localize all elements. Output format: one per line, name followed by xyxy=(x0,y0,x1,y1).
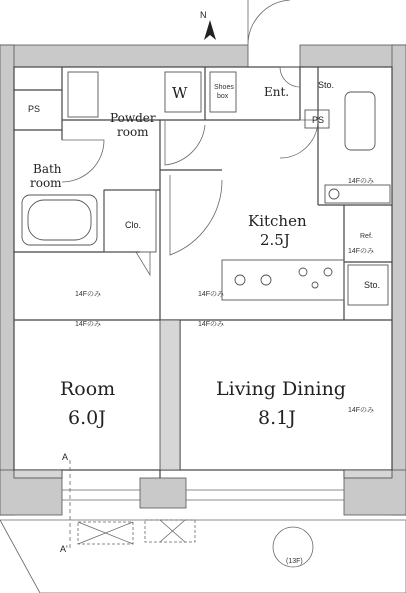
powder-room-label-2: room xyxy=(117,125,149,139)
note-14f-2: 14Fのみ xyxy=(348,248,375,255)
storage-top-label: Sto. xyxy=(318,80,335,90)
entrance-label: Ent. xyxy=(264,85,290,99)
note-14f-5: 14Fのみ xyxy=(75,321,102,328)
shoes-box-label-2: box xyxy=(217,93,229,100)
washer-label: W xyxy=(172,84,188,102)
fixtures xyxy=(22,72,390,305)
room-size: 6.0J xyxy=(68,407,106,429)
refrigerator-label: Ref. xyxy=(360,233,373,240)
living-dining-size: 8.1J xyxy=(258,407,296,429)
note-14f-3: 14Fのみ xyxy=(75,291,102,298)
bath-room-label-1: Bath xyxy=(33,162,62,176)
room-label: Room xyxy=(60,378,116,400)
compass-label: N xyxy=(200,10,207,20)
closet-label: Clo. xyxy=(125,220,142,230)
note-14f-4: 14Fのみ xyxy=(198,291,225,298)
bath-room-label-2: room xyxy=(30,176,62,190)
kitchen-label: Kitchen xyxy=(248,212,307,230)
section-a-prime-label: A' xyxy=(60,544,68,554)
note-14f-6: 14Fのみ xyxy=(198,321,225,328)
floor-tag: (13F) xyxy=(286,558,303,565)
storage-mid-label: Sto. xyxy=(364,280,381,290)
living-dining-label: Living Dining xyxy=(216,378,346,400)
ps-right-label: PS xyxy=(312,115,325,125)
section-a-label: A xyxy=(62,452,69,462)
kitchen-size: 2.5J xyxy=(260,231,290,249)
ps-left-label: PS xyxy=(28,104,41,114)
note-14f-1: 14Fのみ xyxy=(348,178,375,185)
powder-room-label-1: Powder xyxy=(110,111,156,125)
shoes-box-label-1: Shoes xyxy=(214,84,234,91)
note-14f-7: 14Fのみ xyxy=(348,407,375,414)
compass-icon xyxy=(200,10,216,40)
